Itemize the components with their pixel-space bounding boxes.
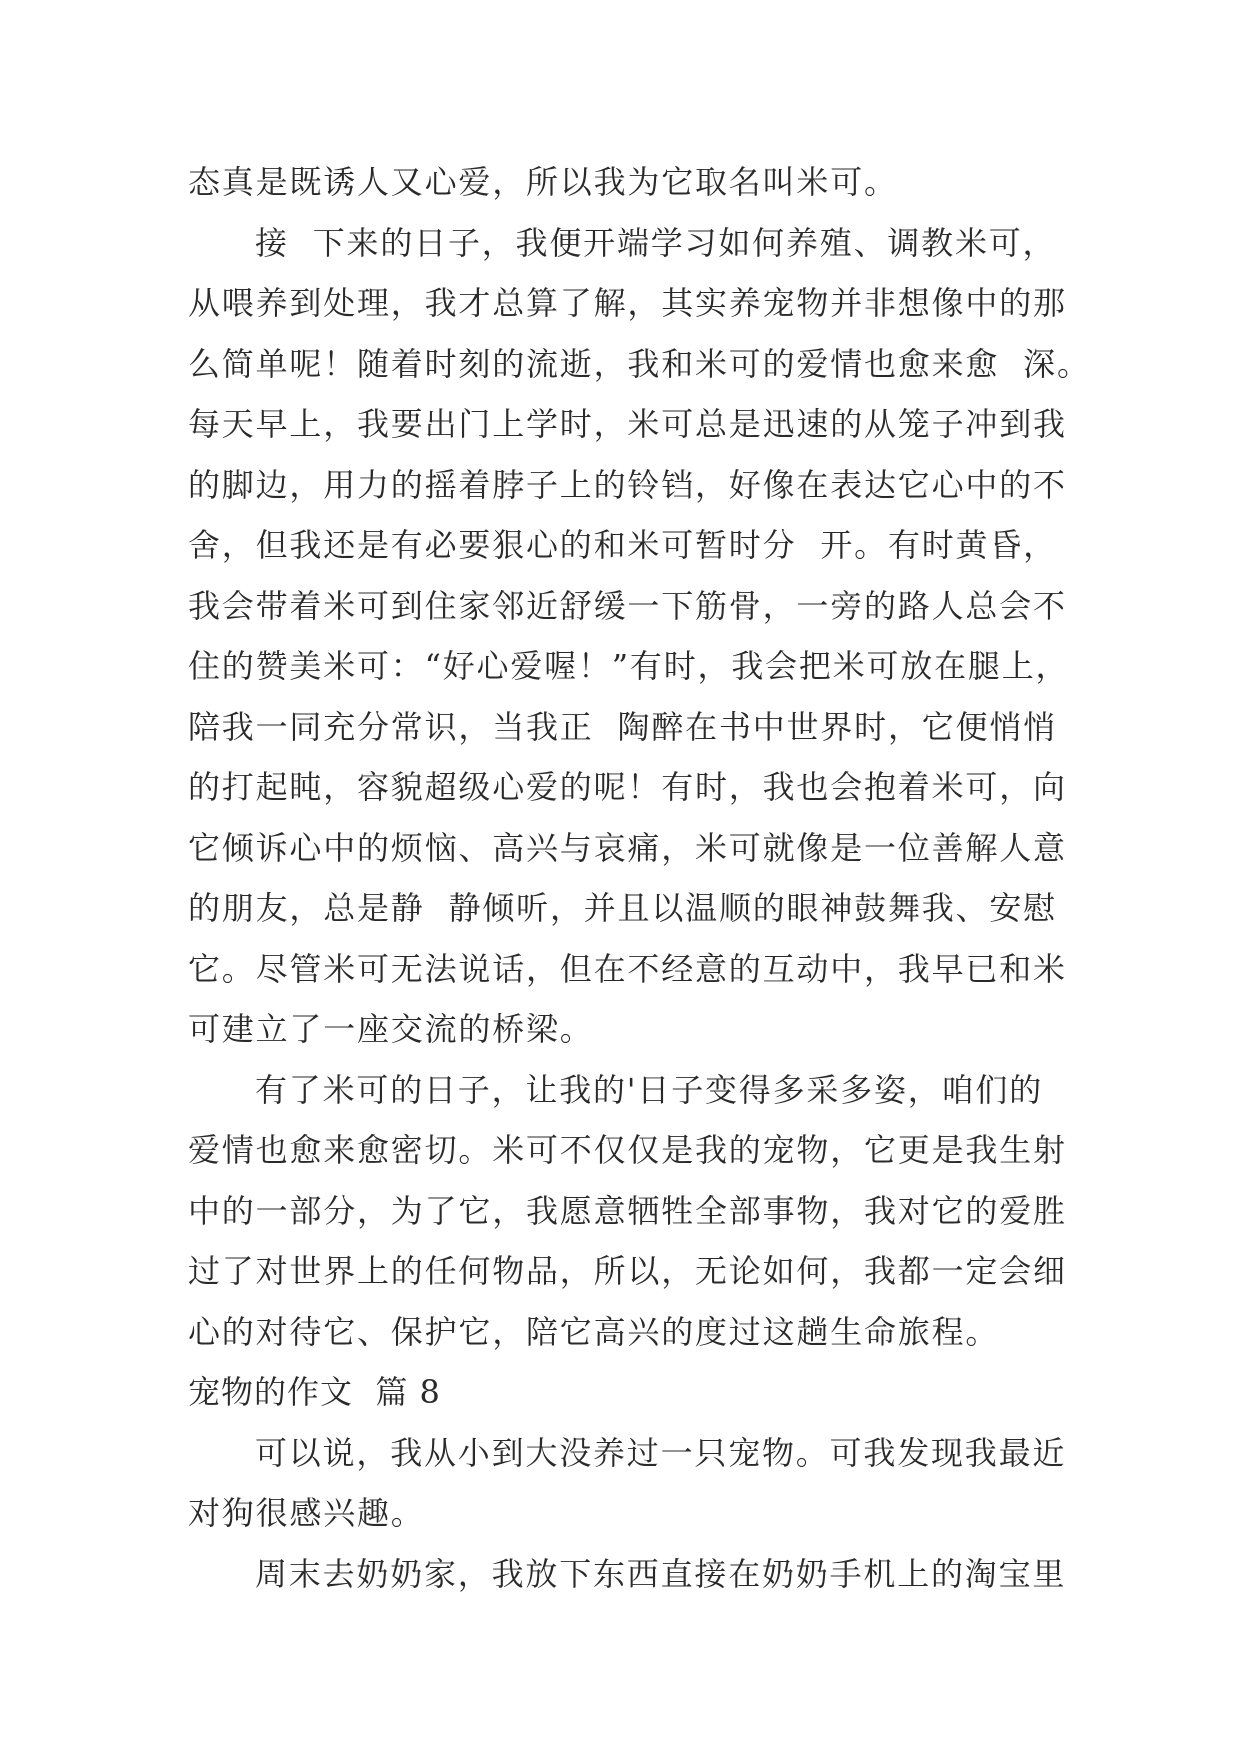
paragraph-start-line: 周末去奶奶家，我放下东西直接在奶奶手机上的淘宝里 — [255, 1554, 1067, 1593]
text-line: 每天早上，我要出门上学时，米可总是迅速的从笼子冲到我 — [188, 405, 1067, 443]
text-line: 爱情也愈来愈密切。米可不仅仅是我的宠物，它更是我生射 — [188, 1131, 1067, 1169]
text-line: 我会带着米可到住家邻近舒缓一下筋骨，一旁的路人总会不 — [188, 586, 1067, 625]
text-line: 态真是既诱人又心爱，所以我为它取名叫米可。 — [188, 163, 898, 201]
text-line: 过了对世界上的任何物品，所以，无论如何，我都一定会细 — [188, 1252, 1067, 1290]
text-line: 可建立了一座交流的桥梁。 — [188, 1010, 594, 1048]
document-body — [188, 152, 1091, 1604]
text-line: 它倾诉心中的烦恼、高兴与哀痛，米可就像是一位善解人意 — [188, 828, 1067, 867]
text-line: 它。尽管米可无法说话，但在不经意的互动中，我早已和米 — [188, 949, 1067, 988]
paragraph-start-line: 可以说，我从小到大没养过一只宠物。可我发现我最近 — [255, 1433, 1067, 1472]
text-line: 中的一部分，为了它，我愿意牺牲全部事物，我对它的爱胜 — [188, 1191, 1067, 1230]
text-line: 心的对待它、保护它，陪它高兴的度过这趟生命旅程。 — [188, 1312, 1000, 1351]
paragraph-start-line: 接 下来的日子，我便开端学习如何养殖、调教米可， — [255, 223, 1057, 262]
text-line: 陪我一同充分常识，当我正 陶醉在书中世界时，它便悄悄 — [188, 707, 1057, 746]
text-line: 从喂养到处理，我才总算了解，其实养宠物并非想像中的那 — [188, 284, 1067, 322]
paragraph-start-line: 有了米可的日子，让我的'日子变得多采多姿，咱们的 — [255, 1070, 1043, 1109]
section-heading: 宠物的作文 篇 8 — [188, 1373, 441, 1411]
text-line: 的朋友，总是静 静倾听，并且以温顺的眼神鼓舞我、安慰 — [188, 889, 1057, 927]
text-line: 的脚边，用力的摇着脖子上的铃铛，好像在表达它心中的不 — [188, 465, 1067, 504]
text-line: 对狗很感兴趣。 — [188, 1494, 425, 1532]
text-line: 的打起盹，容貌超级心爱的呢！有时，我也会抱着米可，向 — [188, 768, 1067, 806]
text-line: 住的赞美米可：“好心爱喔！”有时，我会把米可放在腿上， — [188, 647, 1070, 685]
text-line: 舍，但我还是有必要狠心的和米可暂时分 开。有时黄昏， — [188, 526, 1057, 564]
text-line: 么简单呢！随着时刻的流逝，我和米可的爱情也愈来愈 深。 — [188, 344, 1091, 383]
